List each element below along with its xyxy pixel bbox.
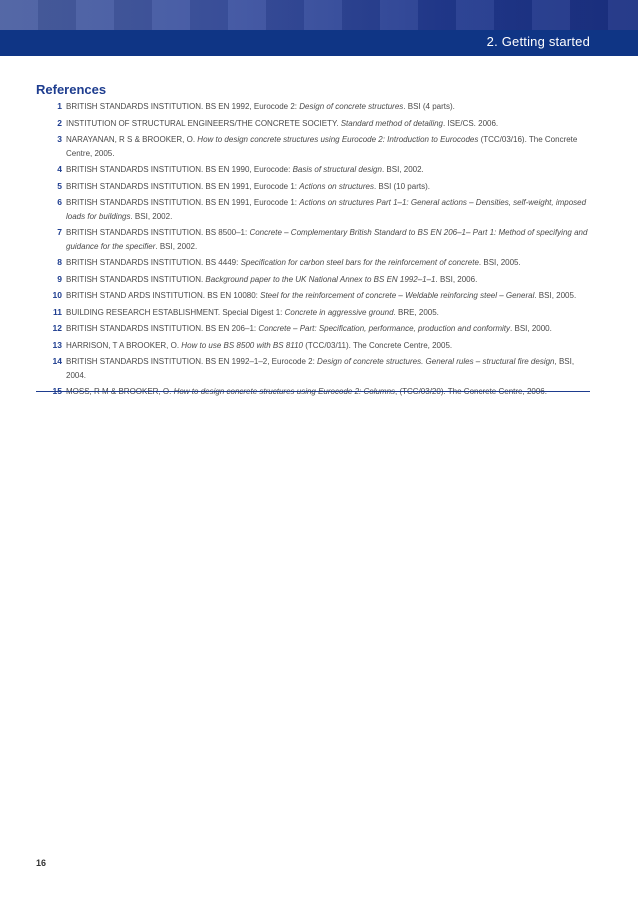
- reference-publisher: . BSI, 2000.: [510, 324, 552, 333]
- reference-text: [66, 322, 596, 336]
- reference-title: Design of concrete structures. General rules – structural fire design: [317, 357, 555, 366]
- reference-author: BRITISH STAND ARDS INSTITUTION. BS EN 10080:: [66, 291, 261, 300]
- reference-author: BRITISH STANDARDS INSTITUTION. BS EN 1990, Eurocode:: [66, 165, 293, 174]
- reference-number: 15: [52, 386, 62, 396]
- reference-number: 6: [57, 197, 62, 207]
- reference-author: BRITISH STANDARDS INSTITUTION. BS 4449:: [66, 258, 241, 267]
- reference-title: Actions on structures: [299, 181, 374, 191]
- reference-title: How to design concrete structures using Eurocode 2: Columns: [173, 387, 396, 396]
- reference-title: Steel for the reinforcement of concrete – Weldable reinforcing steel – General: [260, 291, 535, 300]
- reference-number: 5: [57, 180, 62, 191]
- reference-author: BRITISH STANDARDS INSTITUTION. BS EN 1992, Eurocode 2:: [66, 102, 300, 111]
- reference-author: BRITISH STANDARDS INSTITUTION.: [66, 274, 206, 284]
- reference-publisher: (TCC/03/16). The Concrete Centre, 2005.: [66, 135, 578, 158]
- reference-publisher: . ISE/CS. 2006.: [443, 118, 499, 128]
- reference-author: BRITISH STANDARDS INSTITUTION. BS 8500–1:: [66, 228, 250, 237]
- reference-title: Background paper to the UK National Annex to BS EN 1992–1–1: [205, 274, 436, 284]
- reference-publisher: . BSI (10 parts).: [373, 181, 430, 191]
- reference-item: [36, 306, 596, 320]
- reference-publisher: (TCC/03/11). The Concrete Centre, 2005.: [303, 340, 453, 350]
- reference-item: [36, 117, 596, 131]
- reference-item: [36, 196, 596, 223]
- reference-number: 14: [52, 356, 62, 366]
- section-divider: [36, 391, 590, 392]
- reference-item: [36, 289, 596, 303]
- reference-author: HARRISON, T A BROOKER, O.: [66, 340, 182, 350]
- reference-text: [66, 163, 596, 177]
- reference-number: 4: [57, 164, 62, 174]
- reference-number: 3: [57, 134, 62, 144]
- reference-publisher: . BRE, 2005.: [393, 307, 439, 317]
- reference-title: Standard method of detailing: [340, 118, 443, 128]
- reference-number: 1: [57, 101, 62, 111]
- reference-text: [66, 196, 596, 223]
- reference-item: [36, 226, 596, 253]
- reference-item: [36, 355, 596, 382]
- reference-author: BRITISH STANDARDS INSTITUTION. BS EN 1991, Eurocode 1:: [66, 198, 300, 207]
- reference-text: [66, 306, 596, 320]
- reference-item: [36, 180, 596, 194]
- reference-item: [36, 163, 596, 177]
- reference-text: [66, 117, 596, 131]
- reference-publisher: , BSI, 2004.: [66, 357, 575, 380]
- reference-item: [36, 273, 596, 287]
- references-heading: References: [36, 82, 107, 97]
- reference-publisher: . BSI, 2005.: [478, 258, 521, 267]
- reference-title: Basis of structural design: [292, 165, 382, 174]
- reference-text: [66, 226, 596, 253]
- reference-number: 11: [53, 306, 62, 317]
- reference-publisher: . BSI, 2006.: [435, 274, 478, 284]
- header-stripe-pattern: [0, 0, 638, 30]
- header-band: [0, 0, 638, 56]
- reference-text: [66, 273, 596, 287]
- reference-publisher: . BSI, 2002.: [381, 165, 424, 174]
- reference-author: BUILDING RESEARCH ESTABLISHMENT. Special Digest 1:: [66, 307, 285, 317]
- reference-publisher: . BSI, 2002.: [130, 211, 173, 221]
- reference-author: BRITISH STANDARDS INSTITUTION. BS EN 1991, Eurocode 1:: [66, 181, 300, 191]
- reference-author: NARAYANAN, R S & BROOKER, O.: [66, 135, 198, 144]
- reference-number: 7: [57, 227, 62, 237]
- reference-item: [36, 339, 596, 353]
- reference-author: BRITISH STANDARDS INSTITUTION. BS EN 206–1:: [66, 324, 259, 333]
- reference-text: [66, 180, 596, 194]
- reference-text: [66, 133, 596, 160]
- reference-number: 2: [57, 117, 62, 128]
- reference-publisher: . BSI, 2005.: [534, 291, 577, 300]
- references-list: [36, 100, 596, 402]
- reference-publisher: . BSI, 2002.: [155, 241, 198, 251]
- reference-number: 10: [52, 290, 62, 300]
- reference-text: [66, 339, 596, 353]
- reference-author: MOSS, R M & BROOKER, O.: [66, 387, 174, 396]
- reference-text: [66, 289, 596, 303]
- section-title: 2. Getting started: [486, 34, 590, 49]
- reference-title: Concrete in aggressive ground: [284, 307, 394, 317]
- reference-item: [36, 100, 596, 114]
- reference-number: 8: [57, 257, 62, 267]
- reference-text: [66, 355, 596, 382]
- reference-text: [66, 256, 596, 270]
- reference-item: [36, 133, 596, 160]
- reference-title: How to use BS 8500 with BS 8110: [181, 340, 303, 350]
- reference-number: 9: [57, 273, 62, 284]
- reference-title: Specification for carbon steel bars for the reinforcement of concrete: [240, 258, 479, 267]
- reference-number: 13: [52, 339, 62, 350]
- reference-title: How to design concrete structures using Eurocode 2: Introduction to Eurocodes: [197, 135, 479, 144]
- reference-item: [36, 322, 596, 336]
- reference-publisher: . BSI (4 parts).: [403, 102, 455, 111]
- reference-item: [36, 256, 596, 270]
- reference-author: BRITISH STANDARDS INSTITUTION. BS EN 1992–1–2, Eurocode 2:: [66, 357, 318, 366]
- reference-number: 12: [52, 323, 62, 333]
- page-number: 16: [36, 858, 47, 868]
- reference-title: Design of concrete structures: [299, 102, 404, 111]
- reference-title: Concrete – Complementary British Standard to BS EN 206–1– Part 1: Method of specifying and guidance for the specifier: [66, 228, 588, 251]
- reference-publisher: , (TCC/03/20). The Concrete Centre, 2006.: [395, 387, 547, 396]
- reference-text: [66, 100, 596, 114]
- reference-author: INSTITUTION OF STRUCTURAL ENGINEERS/THE CONCRETE SOCIETY.: [66, 118, 341, 128]
- reference-title: Actions on structures Part 1–1: General actions – Densities, self-weight, imposed loads for buildings: [66, 198, 587, 221]
- reference-title: Concrete – Part: Specification, performance, production and conformity: [258, 324, 511, 333]
